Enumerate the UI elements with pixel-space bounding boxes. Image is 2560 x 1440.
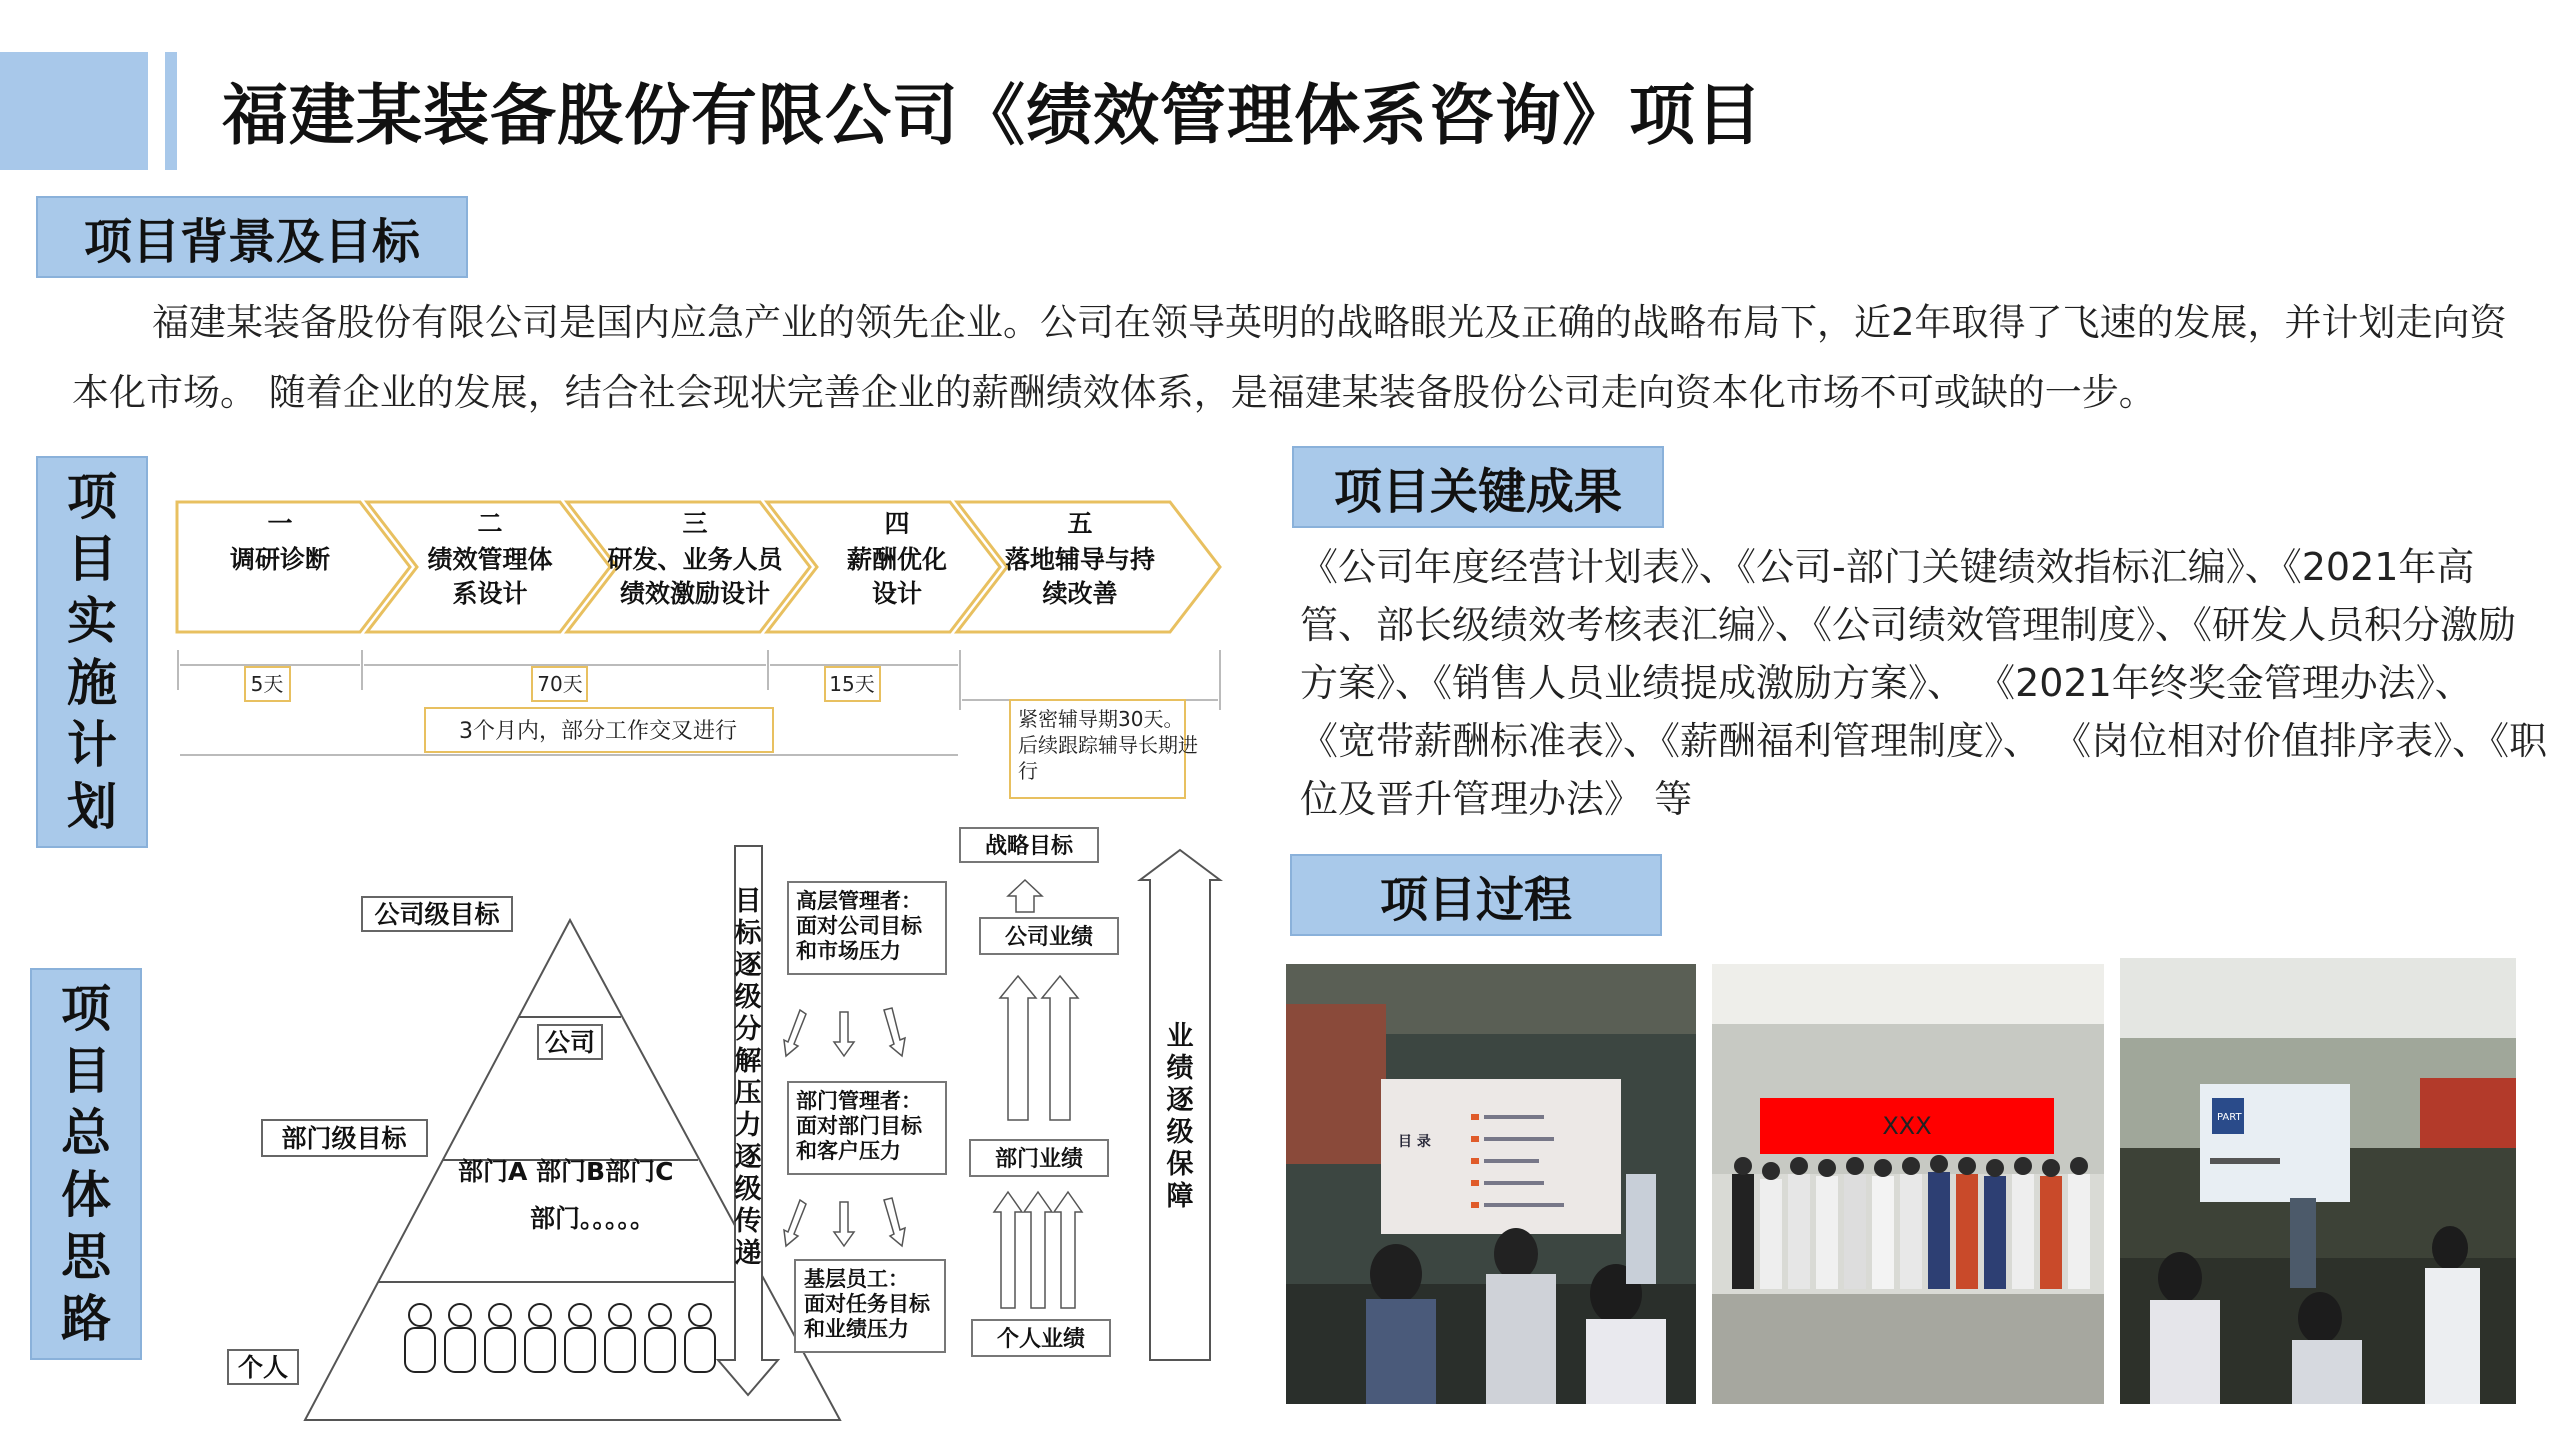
approach-label-char: 体 bbox=[61, 1166, 111, 1224]
plan-label-char: 施 bbox=[67, 654, 117, 712]
phase-5-num: 五 bbox=[1067, 509, 1093, 538]
svg-text:保: 保 bbox=[1166, 1149, 1194, 1180]
plan-label-char: 项 bbox=[67, 468, 117, 526]
implementation-plan-diagram bbox=[170, 490, 1230, 810]
svg-text:递: 递 bbox=[734, 1238, 762, 1269]
company-performance-label: 公司业绩 bbox=[1004, 925, 1094, 950]
approach-label-char: 路 bbox=[61, 1290, 111, 1348]
phase-1-num: 一 bbox=[267, 509, 293, 538]
svg-text:逐: 逐 bbox=[734, 950, 762, 981]
dept-goal-label: 部门级目标 bbox=[281, 1124, 407, 1153]
process-photo-2 bbox=[1712, 964, 2104, 1404]
phase-4-num: 四 bbox=[884, 509, 910, 538]
header-accent-bar bbox=[165, 52, 177, 170]
page-title: 福建某装备股份有限公司《绩效管理体系咨询》项目 bbox=[222, 77, 1763, 154]
svg-text:面对部门目标: 面对部门目标 bbox=[796, 1114, 922, 1138]
guarantee-text bbox=[1167, 1021, 1195, 1212]
svg-text:标: 标 bbox=[734, 918, 762, 949]
header-accent-block bbox=[0, 52, 148, 170]
plan-section-label bbox=[36, 456, 148, 848]
phase-3-name-l2: 绩效激励设计 bbox=[619, 579, 771, 608]
svg-text:传: 传 bbox=[734, 1206, 762, 1237]
results-section-label: 项目关键成果 bbox=[1292, 446, 1664, 528]
photo3-screen-part: PART bbox=[2217, 1112, 2242, 1123]
phase-5-name-l1: 落地辅导与持 bbox=[1004, 545, 1156, 574]
svg-text:力: 力 bbox=[734, 1110, 762, 1141]
background-paragraph: 福建某装备股份有限公司是国内应急产业的领先企业。公司在领导英明的战略眼光及正确的战略布局下，近2年取得了飞速的发展，并计划走向资本化市场。 随着企业的发展，结合社会现状完善企业的薪酬绩效体系，是福建某装备股份公司走向资本化市场不可或缺的一步。 bbox=[72, 301, 2507, 414]
followup-note-l3: 行 bbox=[1018, 759, 1038, 783]
plan-label-char: 计 bbox=[67, 716, 117, 774]
photo1-screen-title: 目 录 bbox=[1398, 1134, 1431, 1150]
svg-text:分: 分 bbox=[734, 1014, 762, 1045]
svg-text:压: 压 bbox=[734, 1078, 762, 1109]
followup-note-l1: 紧密辅导期30天。 bbox=[1018, 707, 1184, 731]
svg-text:级: 级 bbox=[734, 1174, 762, 1205]
overall-approach-diagram bbox=[200, 820, 1250, 1440]
svg-text:和客户压力: 和客户压力 bbox=[796, 1139, 901, 1163]
approach-label-char: 思 bbox=[61, 1228, 111, 1286]
phase-2-name-l2: 系设计 bbox=[452, 579, 528, 608]
results-paragraph: 《公司年度经营计划表》、《公司-部门关键绩效指标汇编》、《2021年高管、部长级绩效考核表汇编》、《公司绩效管理制度》、《研发人员积分激励方案》、《销售人员业绩提成激励方案》、 《2021年终奖金管理办法》、 《宽带薪酬标准表》、《薪酬福利管理制度》、 《岗位相对价值排序表》、《职位及晋升管理办法》 等 bbox=[1300, 545, 2548, 821]
svg-text:基层员工：: 基层员工： bbox=[804, 1267, 909, 1291]
company-goal-label: 公司级目标 bbox=[374, 900, 500, 929]
phase-4-name-l2: 设计 bbox=[871, 579, 923, 608]
process-section-label: 项目过程 bbox=[1290, 854, 1662, 936]
company-label: 公司 bbox=[544, 1028, 596, 1057]
svg-text:部门管理者：: 部门管理者： bbox=[796, 1089, 922, 1113]
phase-3-num: 三 bbox=[682, 509, 708, 538]
background-section-label: 项目背景及目标 bbox=[36, 196, 468, 278]
duration-2: 70天 bbox=[537, 672, 583, 696]
phase-2-num: 二 bbox=[477, 509, 503, 538]
strategy-goal-label: 战略目标 bbox=[984, 834, 1074, 859]
dept-line-2: 部门。。。。。 bbox=[530, 1204, 656, 1233]
svg-text:业: 业 bbox=[1166, 1021, 1194, 1052]
phase-2-name-l1: 绩效管理体 bbox=[427, 545, 553, 574]
svg-text:和市场压力: 和市场压力 bbox=[796, 939, 901, 963]
phase-4-name-l1: 薪酬优化 bbox=[846, 545, 948, 574]
plan-label-char: 目 bbox=[67, 530, 117, 588]
svg-text:障: 障 bbox=[1166, 1181, 1194, 1212]
decompose-text bbox=[734, 886, 763, 1269]
plan-label-char: 实 bbox=[67, 592, 117, 650]
svg-text:面对公司目标: 面对公司目标 bbox=[796, 914, 922, 938]
approach-label-char: 目 bbox=[61, 1042, 111, 1100]
svg-text:绩: 绩 bbox=[1166, 1053, 1194, 1084]
svg-text:解: 解 bbox=[734, 1046, 762, 1077]
approach-section-label bbox=[30, 968, 142, 1360]
dept-line-1: 部门A 部门B部门C bbox=[458, 1157, 674, 1186]
svg-text:逐: 逐 bbox=[734, 1142, 762, 1173]
overlap-note: 3个月内，部分工作交叉进行 bbox=[459, 719, 737, 744]
photo2-banner-text: XXX bbox=[1882, 1112, 1932, 1140]
duration-1: 5天 bbox=[250, 672, 284, 696]
plan-label-char: 划 bbox=[67, 778, 117, 836]
svg-text:目: 目 bbox=[734, 886, 762, 917]
duration-3: 15天 bbox=[829, 672, 875, 696]
svg-text:面对任务目标: 面对任务目标 bbox=[804, 1292, 930, 1316]
approach-label-char: 项 bbox=[61, 980, 111, 1038]
followup-note-l2: 后续跟踪辅导长期进 bbox=[1018, 733, 1198, 757]
phase-5-name-l2: 续改善 bbox=[1042, 579, 1118, 608]
svg-text:高层管理者：: 高层管理者： bbox=[796, 889, 922, 913]
phase-1-name: 调研诊断 bbox=[229, 545, 331, 574]
svg-text:逐: 逐 bbox=[1166, 1085, 1194, 1116]
approach-label-char: 总 bbox=[61, 1104, 111, 1162]
svg-text:级: 级 bbox=[1166, 1117, 1194, 1148]
dept-performance-label: 部门业绩 bbox=[994, 1147, 1084, 1172]
individual-label: 个人 bbox=[237, 1353, 289, 1382]
svg-text:和业绩压力: 和业绩压力 bbox=[804, 1317, 909, 1341]
phase-3-name-l1: 研发、业务人员 bbox=[607, 545, 783, 574]
svg-text:级: 级 bbox=[734, 982, 762, 1013]
personal-performance-label: 个人业绩 bbox=[996, 1327, 1086, 1352]
process-photo-1 bbox=[1286, 964, 1696, 1404]
process-photo-3 bbox=[2120, 958, 2516, 1404]
